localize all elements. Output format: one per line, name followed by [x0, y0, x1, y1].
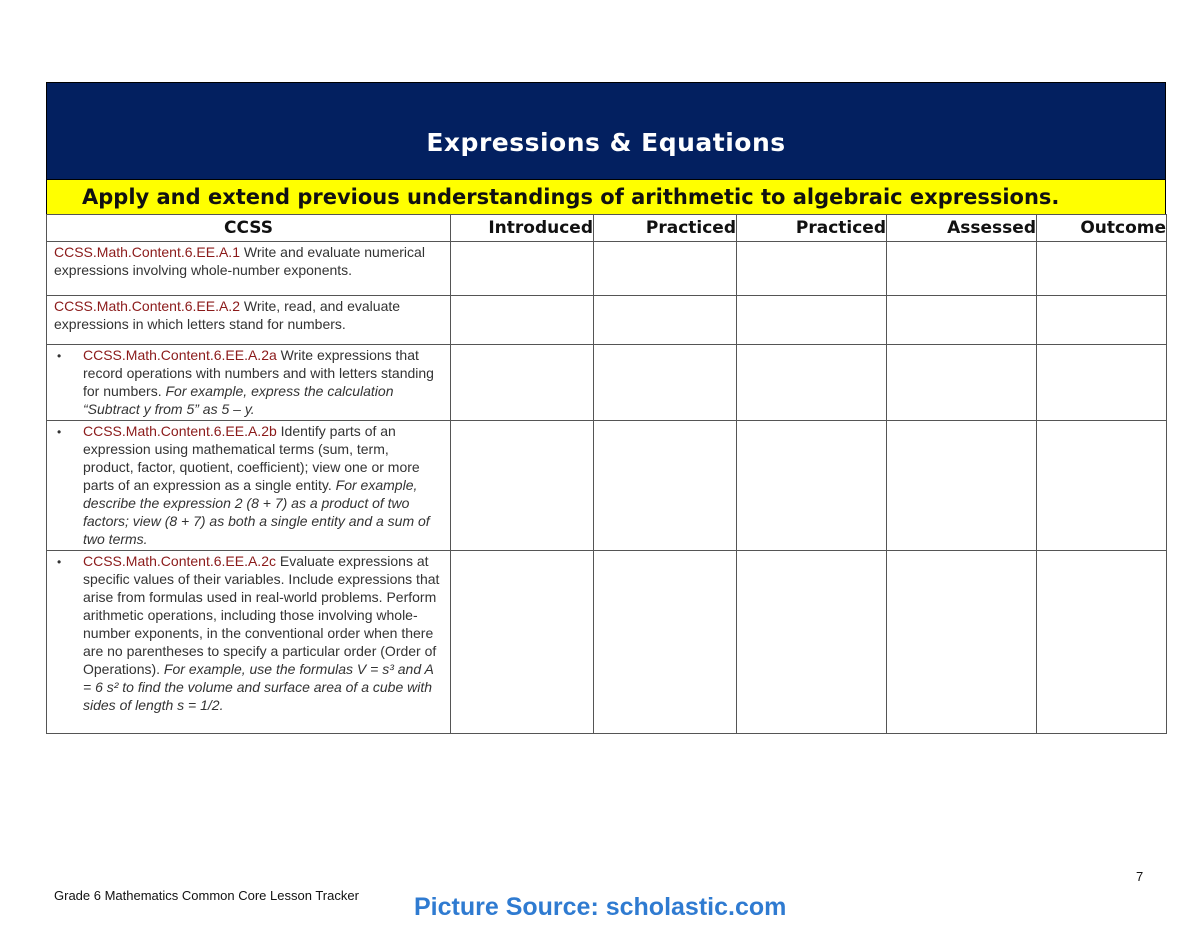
bullet-icon: • [57, 555, 62, 569]
outcome-cell[interactable] [1037, 421, 1167, 551]
introduced-cell[interactable] [451, 421, 594, 551]
column-header-practiced-2: Practiced [737, 215, 887, 242]
tracker-sheet [46, 82, 1166, 734]
practiced-cell[interactable] [594, 551, 737, 734]
standard-cell [47, 296, 451, 345]
standard-code: CCSS.Math.Content.6.EE.A.2b [83, 423, 277, 439]
standard-cell [47, 242, 451, 296]
cluster-heading [46, 180, 1166, 214]
domain-title: Expressions & Equations [426, 127, 786, 157]
standard-code: CCSS.Math.Content.6.EE.A.2a [83, 347, 277, 363]
practiced-cell[interactable] [737, 421, 887, 551]
column-header-practiced-1: Practiced [594, 215, 737, 242]
column-header-assessed: Assessed [887, 215, 1037, 242]
assessed-cell[interactable] [887, 421, 1037, 551]
introduced-cell[interactable] [451, 242, 594, 296]
standard-example: For example, express the calculation “Subtract y from 5” as 5 – y. [83, 383, 394, 417]
introduced-cell[interactable] [451, 296, 594, 345]
picture-source-watermark: Picture Source: scholastic.com [414, 893, 787, 921]
outcome-cell[interactable] [1037, 345, 1167, 421]
practiced-cell[interactable] [737, 345, 887, 421]
page-number: 7 [1136, 869, 1144, 884]
table-row [47, 551, 1167, 734]
practiced-cell[interactable] [594, 421, 737, 551]
column-header-ccss: CCSS [47, 215, 451, 242]
practiced-cell[interactable] [594, 345, 737, 421]
standard-description: Write and evaluate numerical expressions involving whole-number exponents. [54, 244, 425, 278]
document-footer-title: Grade 6 Mathematics Common Core Lesson Tracker [54, 888, 359, 903]
standard-code: CCSS.Math.Content.6.EE.A.1 [54, 244, 240, 260]
table-row [47, 242, 1167, 296]
table-row [47, 421, 1167, 551]
practiced-cell[interactable] [737, 242, 887, 296]
outcome-cell[interactable] [1037, 296, 1167, 345]
standard-example: For example, describe the expression 2 (8 + 7) as a product of two factors; view (8 + 7) as both a single entity and a sum of two terms. [83, 477, 430, 547]
introduced-cell[interactable] [451, 551, 594, 734]
standard-example: For example, use the formulas V = s³ and A = 6 s² to find the volume and surface area of a cube with sides of length s = 1/2. [83, 661, 434, 713]
assessed-cell[interactable] [887, 551, 1037, 734]
practiced-cell[interactable] [594, 242, 737, 296]
column-header-introduced: Introduced [451, 215, 594, 242]
assessed-cell[interactable] [887, 345, 1037, 421]
lesson-tracker-table [46, 214, 1167, 734]
standard-description: Evaluate expressions at specific values of their variables. Include expressions that arise from formulas used in real-world problems. Perform arithmetic operations, including those involving whole-number exponents, in the conventional order when there are no parentheses to specify a particular order (Order of Operations). [83, 553, 440, 677]
table-row [47, 345, 1167, 421]
column-header-outcome: Outcome [1037, 215, 1167, 242]
standard-description: Write, read, and evaluate expressions in which letters stand for numbers. [54, 298, 401, 332]
domain-banner [46, 82, 1166, 180]
standard-cell [47, 421, 451, 551]
outcome-cell[interactable] [1037, 551, 1167, 734]
standard-cell [47, 345, 451, 421]
cluster-text: Apply and extend previous understandings of arithmetic to algebraic expressions. [82, 185, 1060, 209]
standard-code: CCSS.Math.Content.6.EE.A.2c [83, 553, 276, 569]
outcome-cell[interactable] [1037, 242, 1167, 296]
standard-cell [47, 551, 451, 734]
assessed-cell[interactable] [887, 242, 1037, 296]
practiced-cell[interactable] [737, 296, 887, 345]
standard-description: Write expressions that record operations with numbers and with letters standing for numbers. [83, 347, 434, 399]
practiced-cell[interactable] [594, 296, 737, 345]
table-header-row [47, 215, 1167, 242]
standard-code: CCSS.Math.Content.6.EE.A.2 [54, 298, 240, 314]
practiced-cell[interactable] [737, 551, 887, 734]
table-row [47, 296, 1167, 345]
standard-description: Identify parts of an expression using mathematical terms (sum, term, product, factor, quotient, coefficient); view one or more parts of an expression as a single entity. [83, 423, 420, 493]
assessed-cell[interactable] [887, 296, 1037, 345]
introduced-cell[interactable] [451, 345, 594, 421]
bullet-icon: • [57, 425, 62, 439]
bullet-icon: • [57, 349, 62, 363]
